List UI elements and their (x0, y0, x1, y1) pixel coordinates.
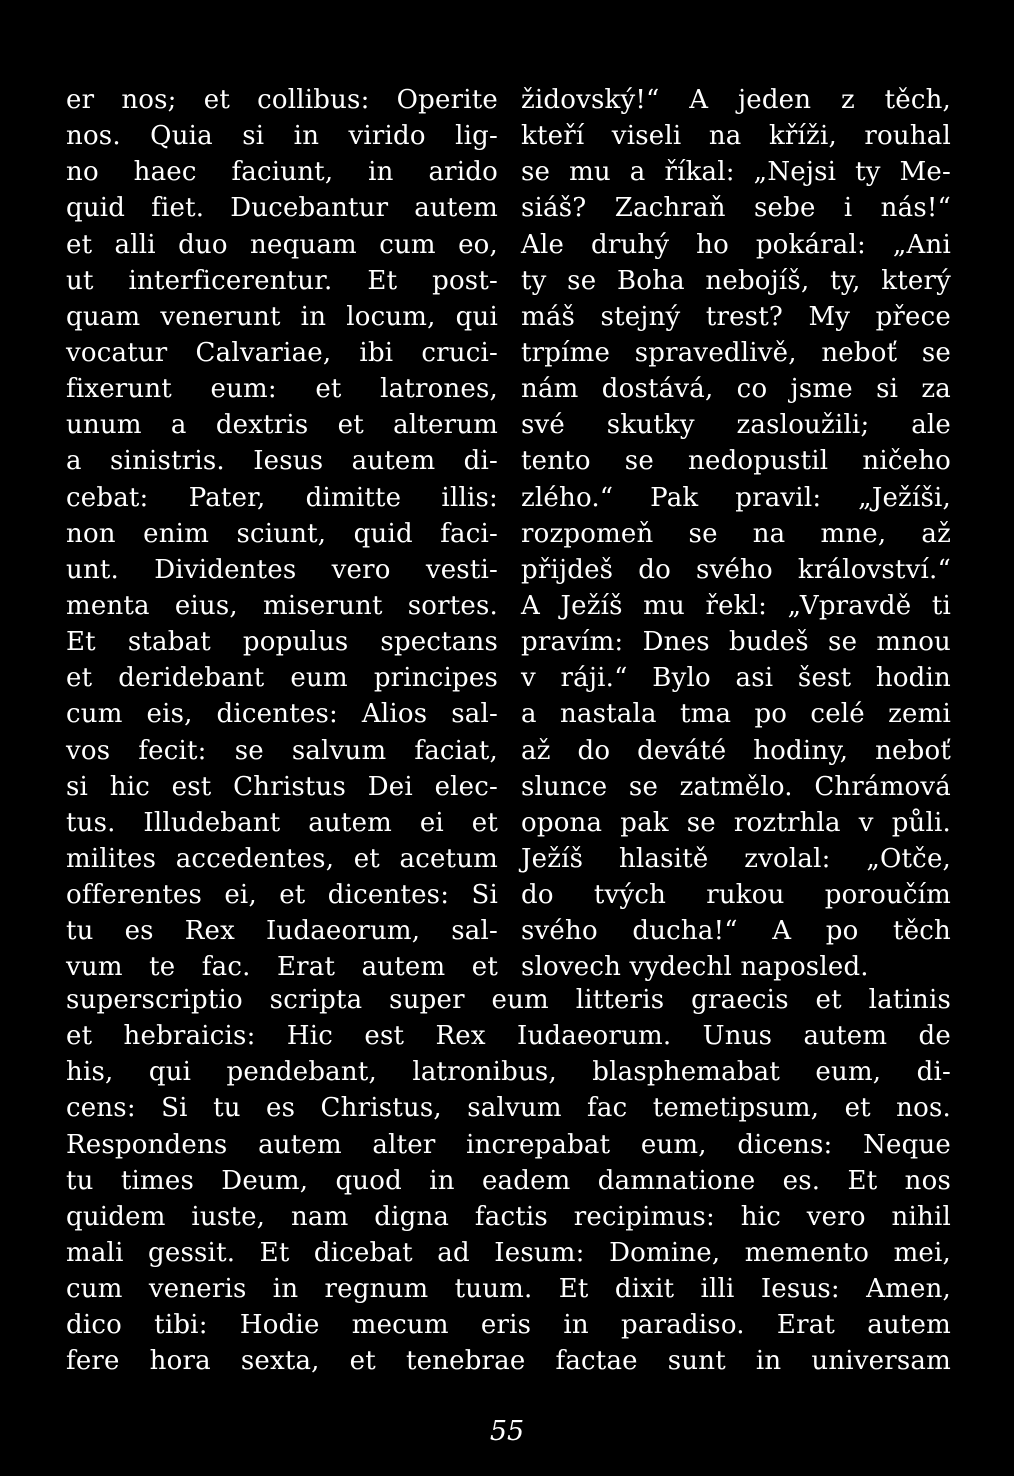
text-line: cebat: Pater, dimitte illis: (66, 482, 498, 513)
text-line: rozpomeň se na mne, až (521, 518, 951, 549)
text-line: slunce se zatmělo. Chrámová (521, 771, 951, 802)
text-line: tu es Rex Iudaeorum, sal- (66, 916, 498, 947)
text-line: menta eius, miserunt sortes. (66, 590, 498, 621)
text-line: no haec faciunt, in arido (66, 157, 498, 188)
text-line: milites accedentes, et acetum (66, 843, 498, 874)
text-line: židovský!“ A jeden z těch, (521, 85, 951, 115)
latin-column (66, 82, 498, 986)
text-line: si hic est Christus Dei elec- (66, 771, 498, 802)
text-line: do tvých rukou poroučím (521, 880, 951, 911)
text-line: své skutky zasloužili; ale (521, 410, 951, 441)
text-line: quam venerunt in locum, qui (66, 301, 498, 332)
text-line: ut interficerentur. Et post- (66, 265, 498, 296)
czech-column (521, 82, 951, 986)
text-line: quidem iuste, nam digna factis recipimus: hic vero nihil (66, 1201, 951, 1232)
text-line: Ale druhý ho pokáral: „Ani (521, 229, 951, 260)
text-line: tu times Deum, quod in eadem damnatione es. Et nos (66, 1165, 951, 1196)
text-line: mali gessit. Et dicebat ad Iesum: Domine, memento mei, (66, 1237, 951, 1268)
text-line: quid fiet. Ducebantur autem (66, 193, 498, 224)
text-line: et hebraicis: Hic est Rex Iudaeorum. Unus autem de (66, 1021, 951, 1052)
page-number: 55 (489, 1416, 525, 1447)
text-line: A Ježíš mu řekl: „Vpravdě ti (521, 590, 951, 621)
text-line: unum a dextris et alterum (66, 410, 498, 441)
text-line: máš stejný trest? My přece (521, 301, 951, 332)
text-line: offerentes ei, et dicentes: Si (66, 880, 498, 911)
text-line: his, qui pendebant, latronibus, blasphemabat eum, di- (66, 1057, 951, 1088)
text-line: pravím: Dnes budeš se mnou (521, 627, 951, 658)
text-line: et deridebant eum principes (66, 663, 498, 694)
text-line: dico tibi: Hodie mecum eris in paradiso. Erat autem (66, 1310, 951, 1341)
text-line: cum eis, dicentes: Alios sal- (66, 699, 498, 730)
text-line: Respondens autem alter increpabat eum, dicens: Neque (66, 1129, 951, 1160)
text-line: vocatur Calvariae, ibi cruci- (66, 337, 498, 368)
text-line: vum te fac. Erat autem et (66, 952, 498, 983)
text-line: a nastala tma po celé zemi (521, 699, 951, 730)
text-line: slovech vydechl naposled. (521, 952, 869, 983)
text-line: se mu a říkal: „Nejsi ty Me- (521, 157, 951, 188)
text-line: siáš? Zachraň sebe i nás!“ (521, 193, 951, 224)
text-line: svého ducha!“ A po těch (521, 916, 951, 947)
text-line: kteří viseli na kříži, rouhal (521, 121, 951, 152)
text-line: trpíme spravedlivě, neboť se (521, 337, 951, 368)
text-line: tus. Illudebant autem ei et (66, 807, 498, 838)
text-line: superscriptio scripta super eum litteris graecis et latinis (66, 985, 951, 1015)
text-line: přijdeš do svého království.“ (521, 554, 951, 585)
text-line: non enim sciunt, quid faci- (66, 518, 498, 549)
text-line: nos. Quia si in virido lig- (66, 121, 498, 152)
text-line: unt. Dividentes vero vesti- (66, 554, 498, 585)
text-line: fixerunt eum: et latrones, (66, 374, 498, 405)
text-line: až do deváté hodiny, neboť (521, 735, 951, 766)
text-line: zlého.“ Pak pravil: „Ježíši, (521, 482, 951, 513)
text-line: Et stabat populus spectans (66, 627, 498, 658)
text-line: et alli duo nequam cum eo, (66, 229, 498, 260)
text-line: cum veneris in regnum tuum. Et dixit illi Iesus: Amen, (66, 1274, 951, 1305)
text-line: fere hora sexta, et tenebrae factae sunt in universam (66, 1346, 951, 1377)
text-line: Ježíš hlasitě zvolal: „Otče, (521, 843, 951, 874)
text-line: vos fecit: se salvum faciat, (66, 735, 498, 766)
text-line: cens: Si tu es Christus, salvum fac temetipsum, et nos. (66, 1093, 951, 1124)
text-line: nám dostává, co jsme si za (521, 374, 951, 405)
latin-continuation (66, 982, 951, 1380)
text-line: a sinistris. Iesus autem di- (66, 446, 498, 477)
text-line: opona pak se roztrhla v půli. (521, 807, 951, 838)
text-line: v ráji.“ Bylo asi šest hodin (521, 663, 951, 694)
text-line: ty se Boha nebojíš, ty, který (521, 265, 951, 296)
text-line: tento se nedopustil ničeho (521, 446, 951, 477)
text-line: er nos; et collibus: Operite (66, 85, 498, 115)
